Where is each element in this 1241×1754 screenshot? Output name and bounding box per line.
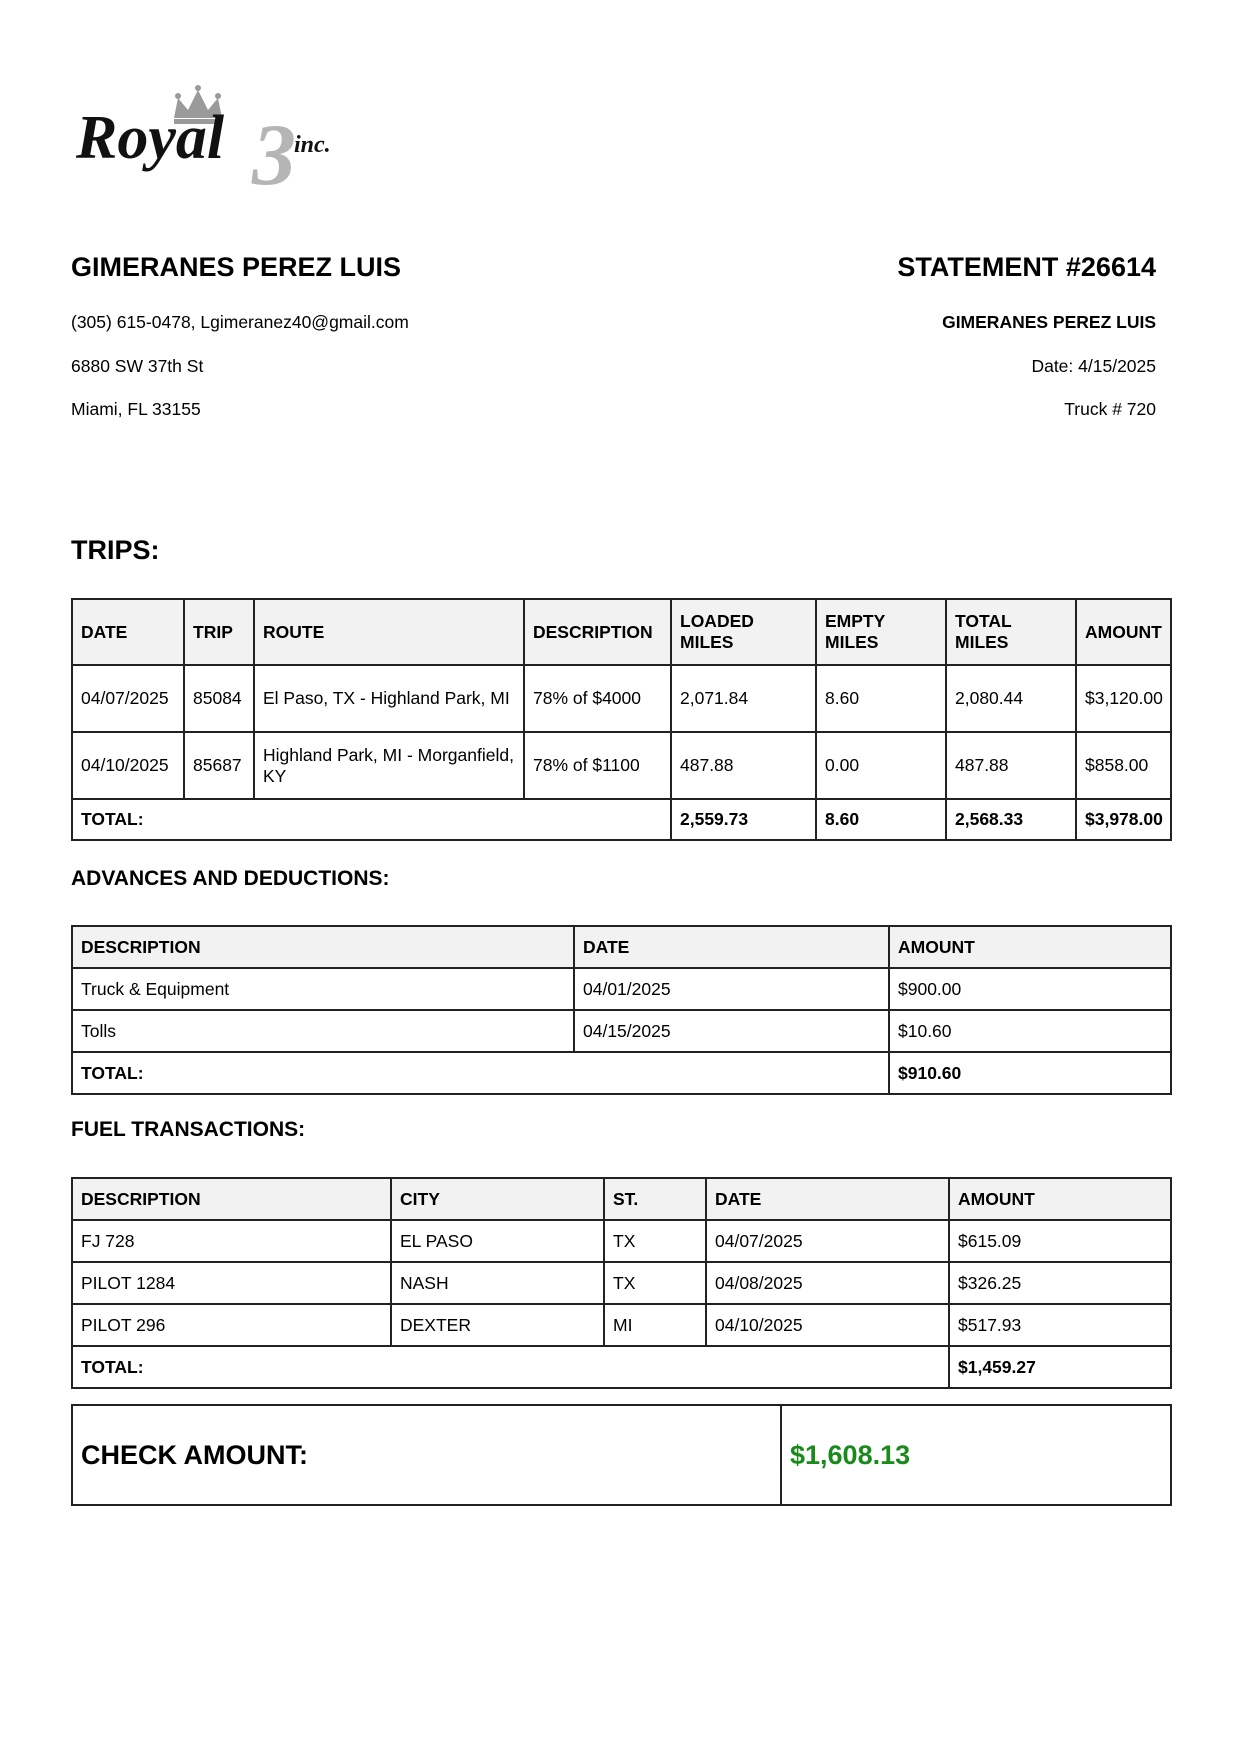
table-header-row xyxy=(72,1178,1171,1220)
table-cell: TX xyxy=(604,1220,706,1262)
logo-wordmark: Royal xyxy=(76,104,225,172)
statement-title: STATEMENT #26614 xyxy=(897,252,1156,282)
column-header: DATE xyxy=(706,1178,949,1220)
table-cell: 04/07/2025 xyxy=(72,665,184,732)
check-amount-row xyxy=(72,1405,1171,1505)
column-header: EMPTY MILES xyxy=(816,599,946,665)
table-cell: 78% of $1100 xyxy=(524,732,671,799)
driver-address-line1: 6880 SW 37th St xyxy=(71,356,204,376)
table-cell: NASH xyxy=(391,1262,604,1304)
table-row xyxy=(72,968,1171,1010)
table-cell: PILOT 1284 xyxy=(72,1262,391,1304)
column-header: AMOUNT xyxy=(949,1178,1171,1220)
advances-section-title: ADVANCES AND DEDUCTIONS: xyxy=(71,867,390,890)
total-amount: $910.60 xyxy=(889,1052,1171,1094)
advances-table xyxy=(71,925,1172,1095)
table-total-row xyxy=(72,1346,1171,1388)
table-header-row xyxy=(72,599,1171,665)
driver-contact: (305) 615-0478, Lgimeranez40@gmail.com xyxy=(71,312,409,332)
table-total-row xyxy=(72,1052,1171,1094)
table-cell: 2,080.44 xyxy=(946,665,1076,732)
table-cell: $10.60 xyxy=(889,1010,1171,1052)
table-cell: 0.00 xyxy=(816,732,946,799)
statement-driver-name: GIMERANES PEREZ LUIS xyxy=(942,312,1156,332)
table-cell: $3,120.00 xyxy=(1076,665,1171,732)
table-cell: FJ 728 xyxy=(72,1220,391,1262)
trips-table xyxy=(71,598,1172,841)
table-cell: EL PASO xyxy=(391,1220,604,1262)
table-cell: DEXTER xyxy=(391,1304,604,1346)
total-label: TOTAL: xyxy=(72,1346,949,1388)
column-header: ROUTE xyxy=(254,599,524,665)
table-cell: 04/07/2025 xyxy=(706,1220,949,1262)
total-miles: 2,568.33 xyxy=(946,799,1076,840)
table-cell: El Paso, TX - Highland Park, MI xyxy=(254,665,524,732)
column-header: TRIP xyxy=(184,599,254,665)
table-cell: $858.00 xyxy=(1076,732,1171,799)
table-cell: 04/10/2025 xyxy=(72,732,184,799)
column-header: DATE xyxy=(574,926,889,968)
logo-suffix: inc. xyxy=(294,132,331,158)
logo-numeral: 3 xyxy=(252,107,296,192)
statement-date: Date: 4/15/2025 xyxy=(1031,356,1156,376)
table-cell: TX xyxy=(604,1262,706,1304)
column-header: ST. xyxy=(604,1178,706,1220)
total-loaded-miles: 2,559.73 xyxy=(671,799,816,840)
table-cell: 78% of $4000 xyxy=(524,665,671,732)
driver-name-heading: GIMERANES PEREZ LUIS xyxy=(71,252,402,282)
table-row xyxy=(72,1010,1171,1052)
table-cell: 8.60 xyxy=(816,665,946,732)
table-cell: 2,071.84 xyxy=(671,665,816,732)
table-cell: $517.93 xyxy=(949,1304,1171,1346)
total-label: TOTAL: xyxy=(72,799,671,840)
table-total-row xyxy=(72,799,1171,840)
table-cell: 04/01/2025 xyxy=(574,968,889,1010)
check-amount-value: $1,608.13 xyxy=(781,1405,1171,1505)
column-header: DATE xyxy=(72,599,184,665)
column-header: TOTAL MILES xyxy=(946,599,1076,665)
check-amount-label: CHECK AMOUNT: xyxy=(72,1405,781,1505)
trips-section-title: TRIPS: xyxy=(71,535,160,565)
table-cell: $326.25 xyxy=(949,1262,1171,1304)
column-header: AMOUNT xyxy=(889,926,1171,968)
statement-truck: Truck # 720 xyxy=(1064,399,1156,419)
fuel-section-title: FUEL TRANSACTIONS: xyxy=(71,1118,306,1141)
table-cell: Tolls xyxy=(72,1010,574,1052)
column-header: AMOUNT xyxy=(1076,599,1171,665)
company-logo xyxy=(76,80,386,192)
fuel-table xyxy=(71,1177,1172,1389)
total-label: TOTAL: xyxy=(72,1052,889,1094)
table-row xyxy=(72,665,1171,732)
check-amount-table xyxy=(71,1404,1172,1506)
table-cell: 85687 xyxy=(184,732,254,799)
table-cell: 487.88 xyxy=(671,732,816,799)
table-row xyxy=(72,1262,1171,1304)
table-cell: 04/15/2025 xyxy=(574,1010,889,1052)
total-amount: $3,978.00 xyxy=(1076,799,1171,840)
total-amount: $1,459.27 xyxy=(949,1346,1171,1388)
driver-address-line2: Miami, FL 33155 xyxy=(71,399,201,419)
column-header: DESCRIPTION xyxy=(72,926,574,968)
table-row xyxy=(72,732,1171,799)
table-cell: 487.88 xyxy=(946,732,1076,799)
table-cell: $900.00 xyxy=(889,968,1171,1010)
table-cell: 04/08/2025 xyxy=(706,1262,949,1304)
table-cell: PILOT 296 xyxy=(72,1304,391,1346)
column-header: LOADED MILES xyxy=(671,599,816,665)
column-header: DESCRIPTION xyxy=(524,599,671,665)
column-header: CITY xyxy=(391,1178,604,1220)
table-cell: 85084 xyxy=(184,665,254,732)
table-row xyxy=(72,1220,1171,1262)
table-cell: $615.09 xyxy=(949,1220,1171,1262)
table-cell: Truck & Equipment xyxy=(72,968,574,1010)
table-cell: Highland Park, MI - Morganfield, KY xyxy=(254,732,524,799)
column-header: DESCRIPTION xyxy=(72,1178,391,1220)
table-cell: 04/10/2025 xyxy=(706,1304,949,1346)
table-cell: MI xyxy=(604,1304,706,1346)
table-header-row xyxy=(72,926,1171,968)
total-empty-miles: 8.60 xyxy=(816,799,946,840)
table-row xyxy=(72,1304,1171,1346)
